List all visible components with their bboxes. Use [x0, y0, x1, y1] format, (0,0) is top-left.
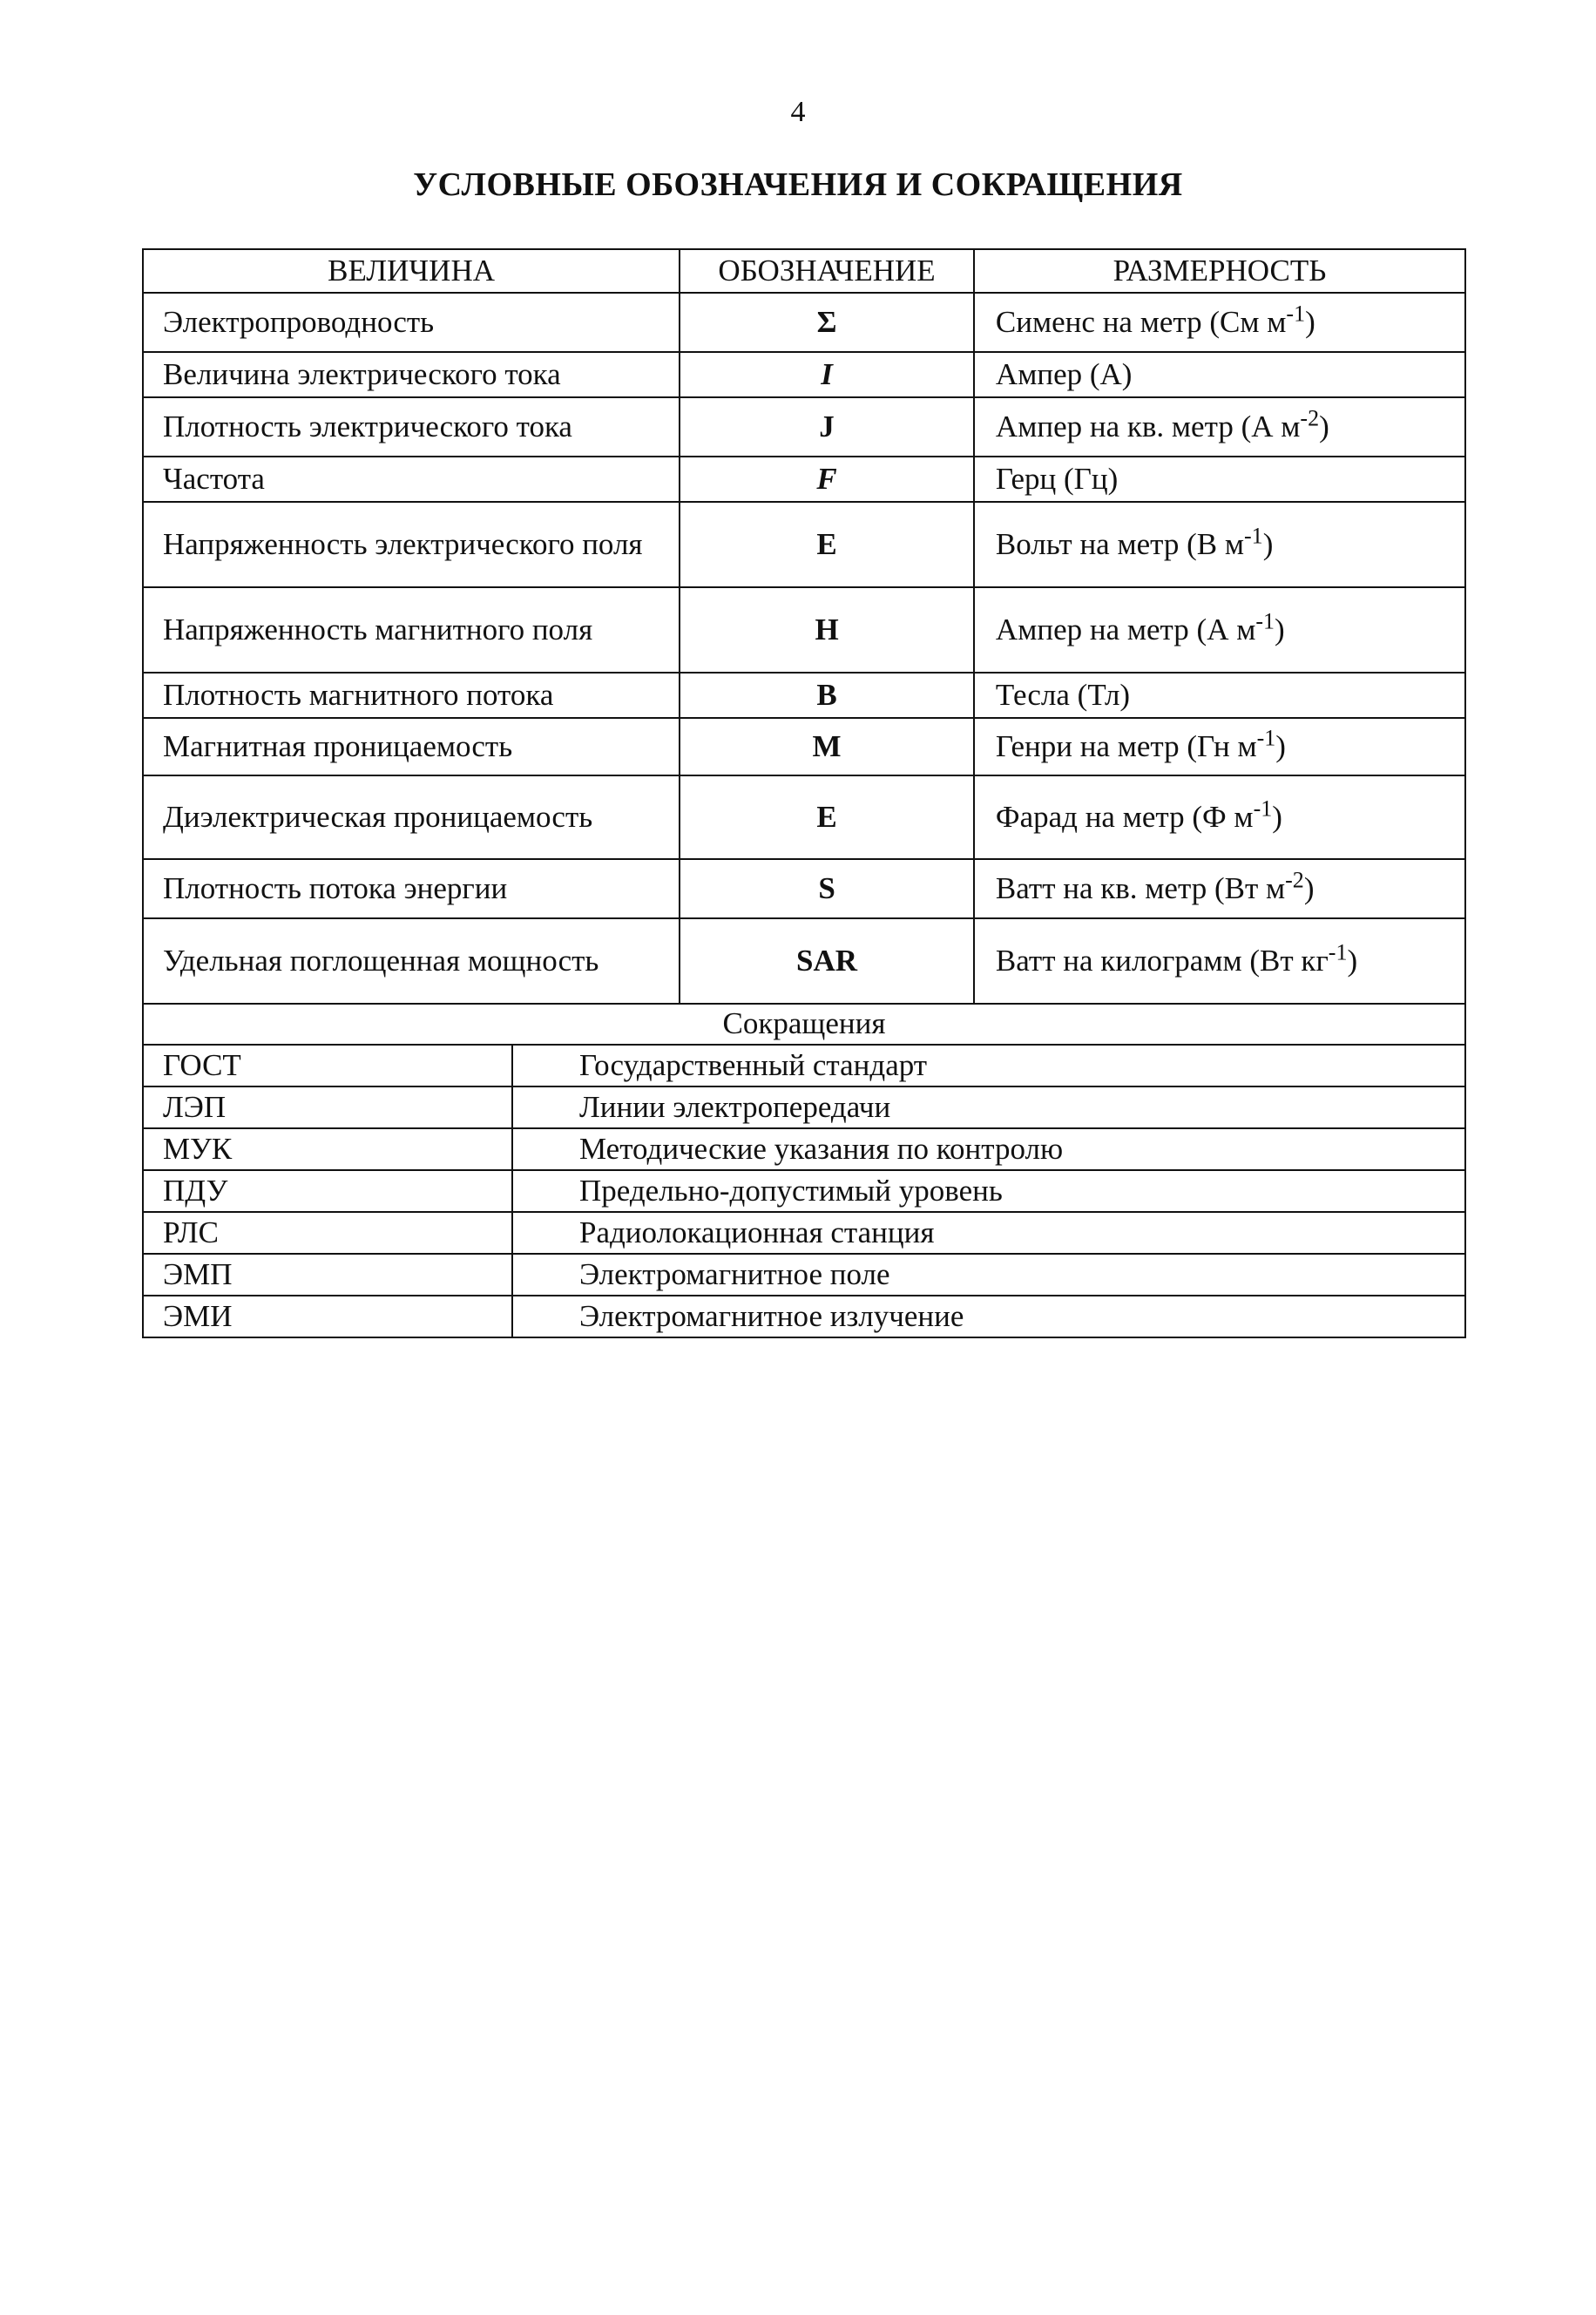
unit-text: Вольт на метр (В м: [995, 527, 1245, 561]
unit-cell: [974, 502, 1465, 587]
unit-cell: [974, 587, 1465, 673]
unit-exponent: -1: [1255, 608, 1275, 634]
abbreviation-row: [143, 1254, 1465, 1296]
table-header-row: [143, 249, 1465, 293]
table-row: [143, 718, 1465, 775]
table-row: [143, 293, 1465, 352]
unit-text: Ватт на кв. метр (Вт м: [995, 871, 1286, 905]
unit-cell: [974, 293, 1465, 352]
quantity-cell: Диэлектрическая проницаемость: [143, 775, 680, 859]
unit-cell: [974, 397, 1465, 457]
unit-close: ): [1272, 800, 1282, 834]
abbreviation-row: [143, 1212, 1465, 1254]
abbreviation-row: [143, 1296, 1465, 1337]
unit-text: Герц (Гц): [995, 462, 1119, 496]
table-row: [143, 775, 1465, 859]
symbol-cell: I: [680, 352, 974, 397]
table-row: [143, 918, 1465, 1004]
table-row: [143, 859, 1465, 918]
symbols-table: [142, 248, 1466, 1005]
abbreviation-row: [143, 1086, 1465, 1128]
unit-cell: [974, 718, 1465, 775]
table-row: [143, 397, 1465, 457]
unit-cell: [974, 673, 1465, 718]
unit-text: Генри на метр (Гн м: [995, 729, 1257, 763]
quantity-cell: Частота: [143, 457, 680, 502]
symbol-cell: F: [680, 457, 974, 502]
abbreviation-meaning: Предельно-допустимый уровень: [512, 1170, 1465, 1212]
abbreviation-code: РЛС: [143, 1212, 512, 1254]
symbol-cell: Σ: [680, 293, 974, 352]
unit-exponent: -1: [1244, 523, 1263, 549]
abbreviation-code: ГОСТ: [143, 1045, 512, 1086]
abbreviation-code: МУК: [143, 1128, 512, 1170]
abbreviations-heading: Сокращения: [142, 1004, 1466, 1044]
unit-text: Ампер на кв. метр (А м: [995, 410, 1301, 443]
symbol-cell: SAR: [680, 918, 974, 1004]
header-symbol: ОБОЗНАЧЕНИЕ: [680, 249, 974, 293]
symbol-cell: E: [680, 775, 974, 859]
unit-cell: [974, 457, 1465, 502]
abbreviation-row: [143, 1170, 1465, 1212]
table-row: [143, 502, 1465, 587]
unit-exponent: -1: [1328, 939, 1348, 965]
abbreviation-meaning: Методические указания по контролю: [512, 1128, 1465, 1170]
unit-text: Ампер (А): [995, 357, 1133, 391]
abbreviation-row: [143, 1128, 1465, 1170]
abbreviation-code: ПДУ: [143, 1170, 512, 1212]
symbol-cell: J: [680, 397, 974, 457]
unit-exponent: -1: [1286, 301, 1306, 327]
abbreviation-meaning: Линии электропередачи: [512, 1086, 1465, 1128]
symbol-cell: E: [680, 502, 974, 587]
quantity-cell: Магнитная проницаемость: [143, 718, 680, 775]
quantity-cell: Напряженность магнитного поля: [143, 587, 680, 673]
quantity-cell: Величина электрического тока: [143, 352, 680, 397]
quantity-cell: Плотность магнитного потока: [143, 673, 680, 718]
table-row: [143, 457, 1465, 502]
unit-exponent: -1: [1253, 795, 1273, 822]
quantity-cell: Плотность электрического тока: [143, 397, 680, 457]
unit-cell: [974, 918, 1465, 1004]
abbreviation-code: ЭМИ: [143, 1296, 512, 1337]
unit-close: ): [1275, 613, 1285, 646]
abbreviation-code: ЛЭП: [143, 1086, 512, 1128]
unit-text: Фарад на метр (Ф м: [995, 800, 1254, 834]
abbreviation-code: ЭМП: [143, 1254, 512, 1296]
abbreviations-section: [142, 1004, 1466, 1338]
symbol-cell: S: [680, 859, 974, 918]
quantity-cell: Удельная поглощенная мощность: [143, 918, 680, 1004]
abbreviation-meaning: Государственный стандарт: [512, 1045, 1465, 1086]
page-title: УСЛОВНЫЕ ОБОЗНАЧЕНИЯ И СОКРАЩЕНИЯ: [413, 166, 1183, 203]
unit-close: ): [1305, 305, 1315, 339]
abbreviations-table: [142, 1044, 1466, 1338]
abbreviation-row: [143, 1045, 1465, 1086]
quantity-cell: Электропроводность: [143, 293, 680, 352]
unit-exponent: -1: [1256, 725, 1276, 751]
unit-cell: [974, 859, 1465, 918]
unit-cell: [974, 775, 1465, 859]
symbol-cell: M: [680, 718, 974, 775]
header-quantity: ВЕЛИЧИНА: [143, 249, 680, 293]
abbreviation-meaning: Электромагнитное излучение: [512, 1296, 1465, 1337]
table-row: [143, 587, 1465, 673]
unit-text: Тесла (Тл): [995, 678, 1131, 712]
symbol-cell: B: [680, 673, 974, 718]
unit-text: Ампер на метр (А м: [995, 613, 1256, 646]
unit-close: ): [1262, 527, 1274, 561]
unit-close: ): [1319, 410, 1329, 443]
unit-close: ): [1275, 729, 1286, 763]
table-row: [143, 352, 1465, 397]
page-number: 4: [790, 96, 806, 128]
unit-text: Сименс на метр (См м: [995, 305, 1287, 339]
abbreviation-meaning: Электромагнитное поле: [512, 1254, 1465, 1296]
unit-text: Ватт на килограмм (Вт кг: [995, 944, 1329, 978]
unit-exponent: -2: [1285, 867, 1304, 893]
unit-close: ): [1303, 871, 1315, 905]
symbol-cell: H: [680, 587, 974, 673]
unit-close: ): [1347, 944, 1358, 978]
abbreviation-meaning: Радиолокационная станция: [512, 1212, 1465, 1254]
header-unit: РАЗМЕРНОСТЬ: [974, 249, 1465, 293]
quantity-cell: Плотность потока энергии: [143, 859, 680, 918]
table-row: [143, 673, 1465, 718]
unit-cell: [974, 352, 1465, 397]
quantity-cell: Напряженность электрического поля: [143, 502, 680, 587]
unit-exponent: -2: [1300, 405, 1320, 431]
